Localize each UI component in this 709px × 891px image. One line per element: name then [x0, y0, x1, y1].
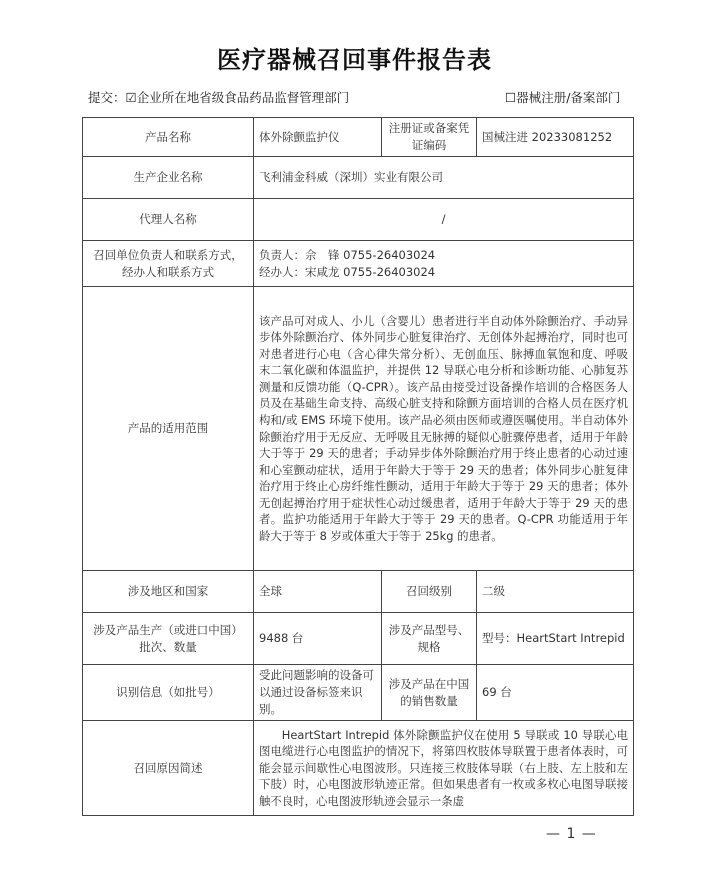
model-label: 涉及产品型号、规格	[382, 613, 477, 665]
model-value: 型号：HeartStart Intrepid	[477, 613, 634, 665]
submit-to-provincial: 提交：☑企业所在地省级食品药品监督管理部门	[88, 90, 350, 105]
level-value: 二级	[477, 571, 634, 613]
reg-no-value: 国械注进 20233081252	[477, 118, 634, 157]
product-name-value: 体外除颤监护仪	[254, 118, 382, 157]
reason-value: HeartStart Intrepid 体外除颤监护仪在使用 5 导联或 10 导联心电图电缆进行心电图监护的情况下，将第四枚肢体导联置于患者体表时，可能会显示间歇性心电图波形。只连接三枚肢体导联（右上肢、左上肢和左下肢）时，心电图波形轨迹正常。但如果患者有一枚或多枚心电图导联接触不良时，心电图波形轨迹会显示一条虚	[254, 721, 634, 816]
agent-label: 代理人名称	[83, 199, 254, 241]
china-qty-label: 涉及产品在中国的销售数量	[382, 665, 477, 721]
contact-line-2: 经办人：宋咸龙 0755-26403024	[259, 264, 436, 279]
scope-value: 该产品可对成人、小儿（含婴儿）患者进行半自动体外除颤治疗、手动异步体外除颤治疗、体外同步心脏复律治疗、无创体外起搏治疗，同时也可对患者进行心电（含心律失常分析）、无创血压、脉搏血氧饱和度、呼吸末二氧化碳和体温监护，并提供 12 导联心电分析和诊断功能、心肺复苏测量和反馈功能（Q-CPR）。该产品由接受过设备操作培训的合格医务人员及在基础生命支持、高级心脏支持和除颤方面培训的合格人员在医疗机构和/或 EMS 环境下使用。该产品必须由医师或遵医嘱使用。半自动体外除颤治疗用于无反应、无呼吸且无脉搏的疑似心脏骤停患者，适用于年龄大于等于 29 天的患者；手动异步体外除颤治疗用于终止患者的心动过速和心室颤动症状，适用于年龄大于等于 29 天的患者；体外同步心脏复律治疗用于终止心房纤维性颤动，适用于年龄大于等于 29 天的患者；体外无创起搏治疗用于症状性心动过缓患者，适用于年龄大于等于 29 天的患者。监护功能适用于年龄大于等于 29 天的患者。Q-CPR 功能适用于年龄大于等于 8 岁或体重大于等于 25kg 的患者。	[254, 287, 634, 571]
row-batch	[83, 613, 634, 665]
level-label: 召回级别	[382, 571, 477, 613]
page-number: — 1 —	[546, 826, 597, 842]
manufacturer-value: 飞利浦金科威（深圳）实业有限公司	[254, 157, 634, 199]
row-region	[83, 571, 634, 613]
batch-label: 涉及产品生产（或进口中国）批次、数量	[83, 613, 254, 665]
row-manufacturer	[83, 157, 634, 199]
scope-label: 产品的适用范围	[83, 287, 254, 571]
id-label: 识别信息（如批号）	[83, 665, 254, 721]
row-scope	[83, 287, 634, 571]
recall-report-table	[82, 117, 634, 816]
reg-no-label: 注册证或备案凭证编码	[382, 118, 477, 157]
submit-to-registration: ☐器械注册/备案部门	[505, 90, 621, 105]
contact-line-1: 负责人：佘 锋 0755-26403024	[259, 247, 436, 262]
row-reason	[83, 721, 634, 816]
row-agent	[83, 199, 634, 241]
page-title: 医疗器械召回事件报告表	[217, 46, 492, 74]
product-name-label: 产品名称	[83, 118, 254, 157]
batch-value: 9488 台	[254, 613, 382, 665]
contact-label: 召回单位负责人和联系方式，经办人和联系方式	[83, 241, 254, 287]
china-qty-value: 69 台	[477, 665, 634, 721]
id-value: 受此问题影响的设备可以通过设备标签来识别。	[254, 665, 382, 721]
row-contact	[83, 241, 634, 287]
region-value: 全球	[254, 571, 382, 613]
row-product	[83, 118, 634, 157]
manufacturer-label: 生产企业名称	[83, 157, 254, 199]
region-label: 涉及地区和国家	[83, 571, 254, 613]
agent-value: /	[254, 199, 634, 241]
reason-label: 召回原因简述	[83, 721, 254, 816]
contact-value	[254, 241, 634, 287]
row-identification	[83, 665, 634, 721]
